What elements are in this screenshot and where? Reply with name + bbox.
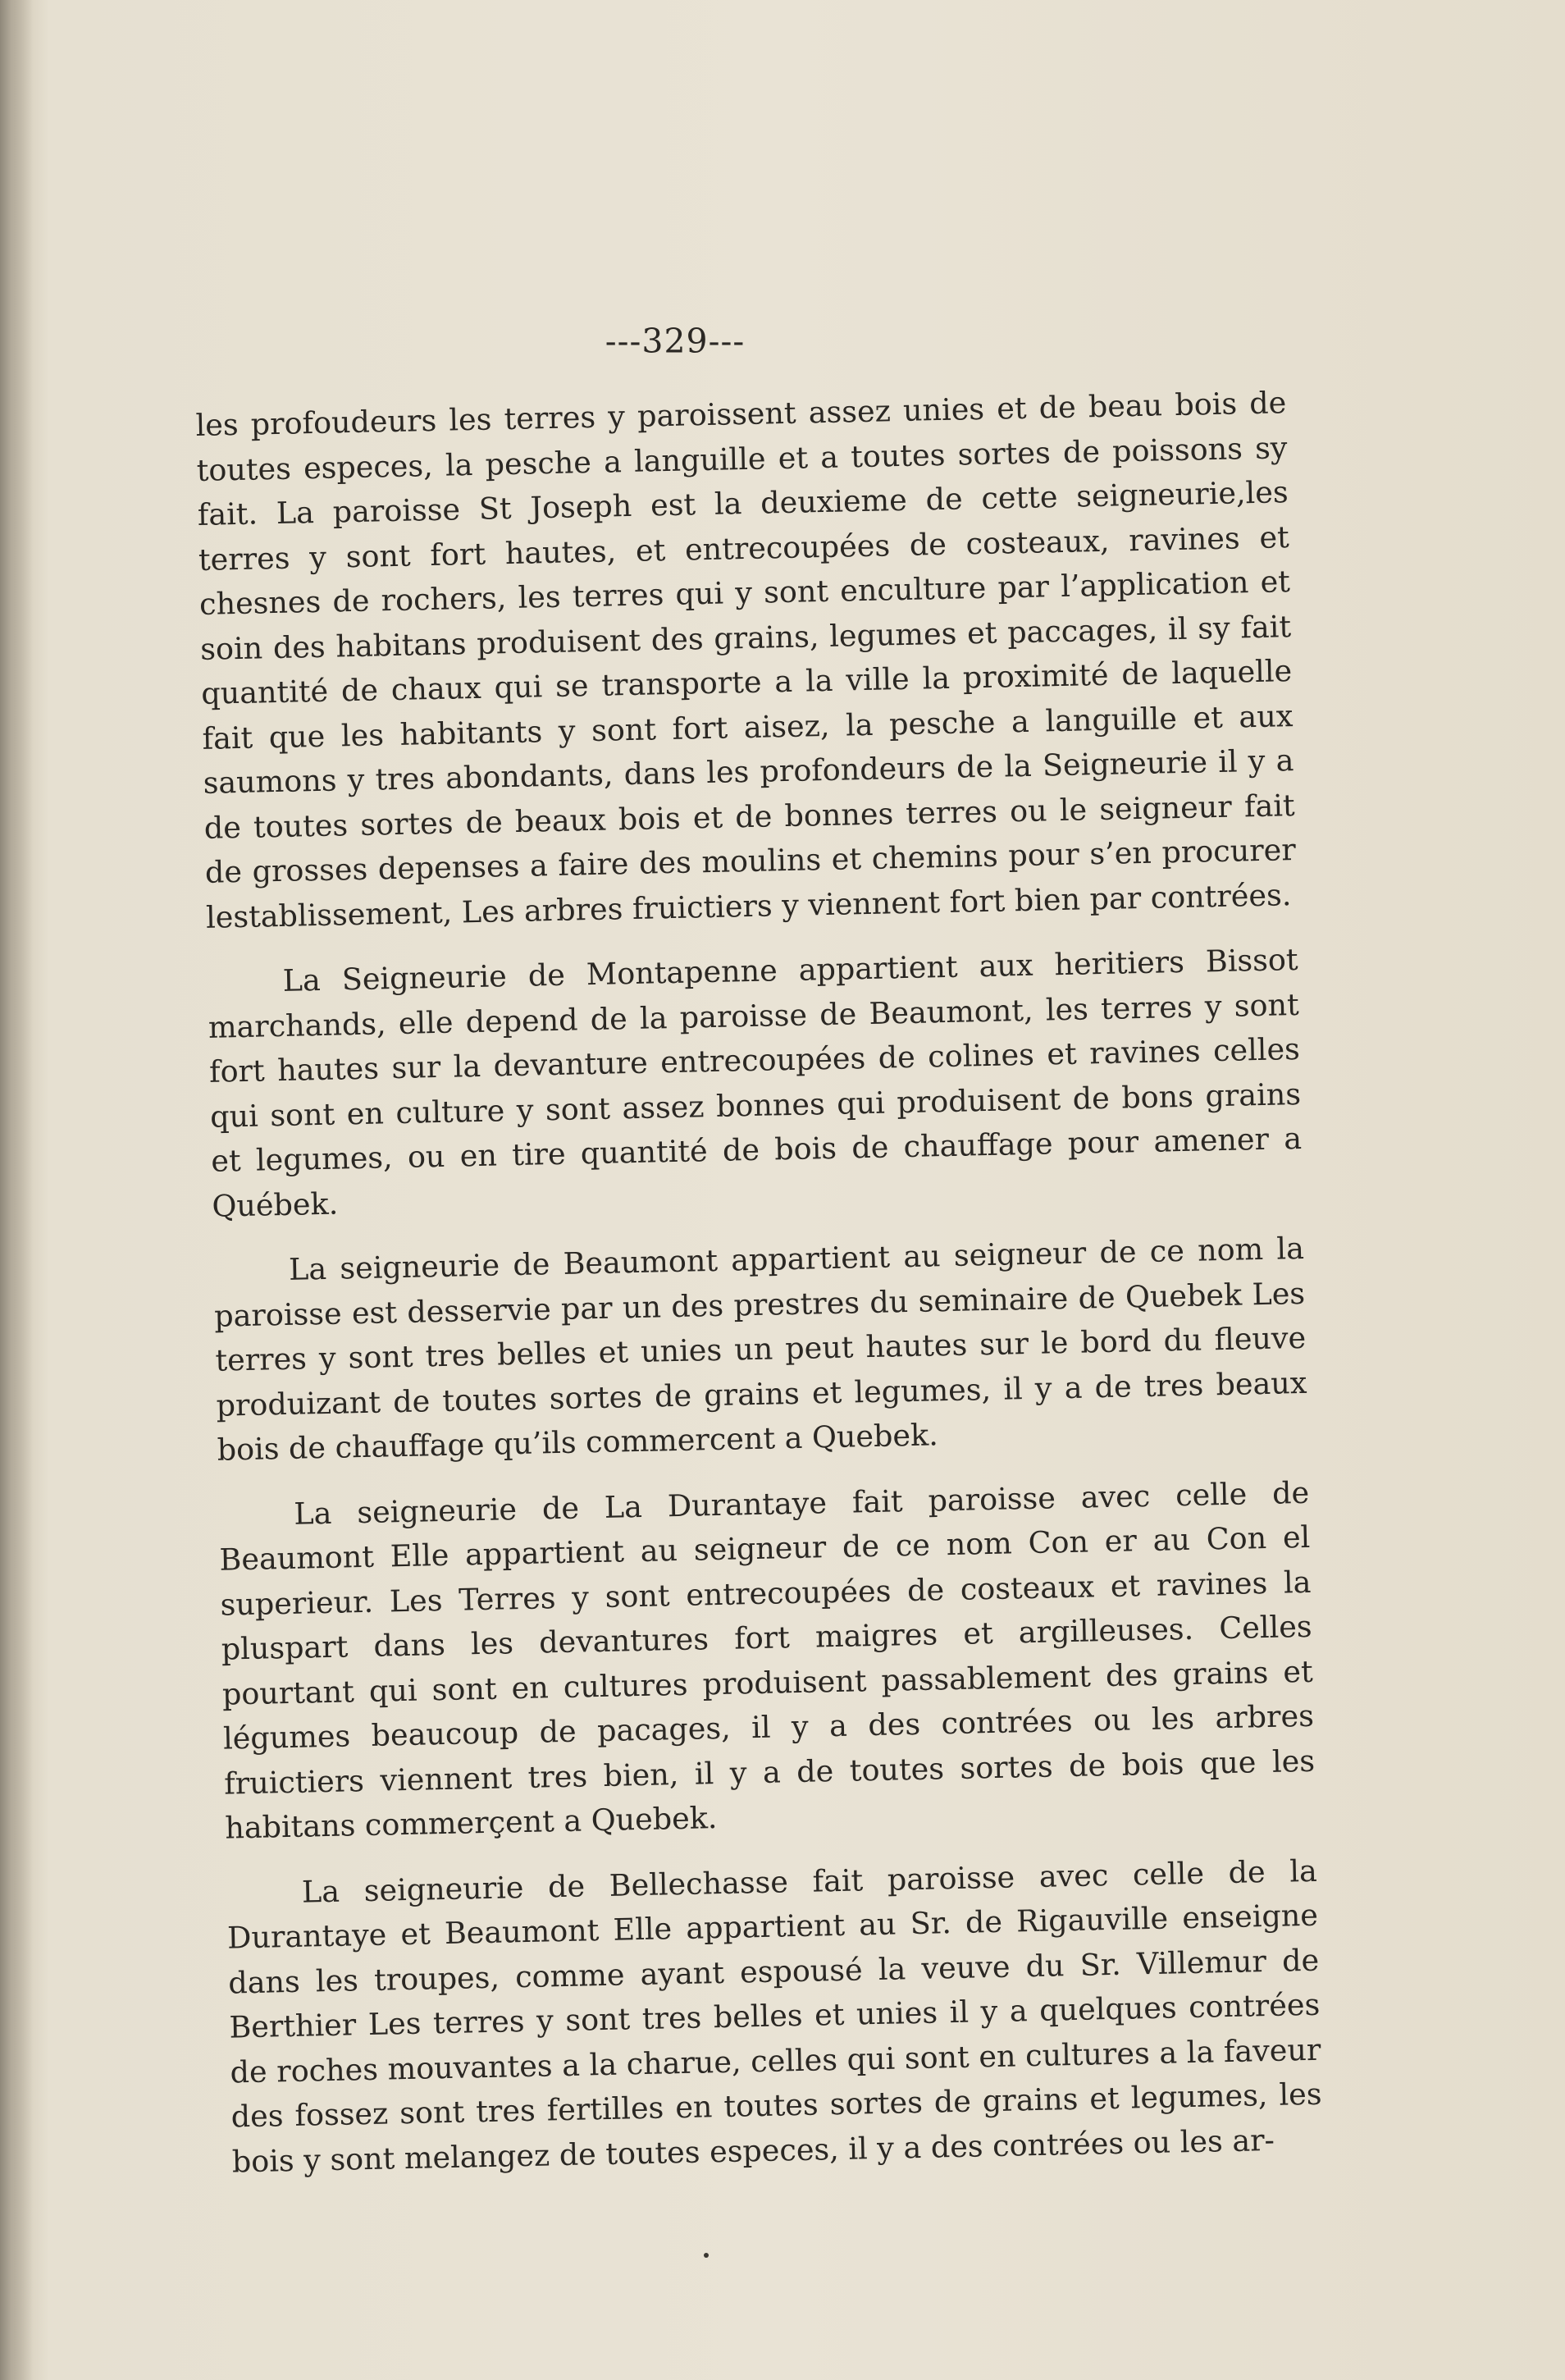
ink-speck <box>704 2253 709 2258</box>
paragraph-beaumont: La seigneurie de Beaumont appartient au seigneur de ce nom la paroisse est desservie par un des prestres du seminaire de Quebek Les terres y sont tres belles et unies un peut hautes sur le bord du fleuve produizant de toutes sortes de grains et legumes, il y a de tres beaux bois de chauffage qu’ils commercent a Quebek. <box>213 1230 1307 1468</box>
paragraph-bellechasse: La seigneurie de Bellechasse fait paroisse avec celle de la Durantaye et Beaumont Elle appartient au Sr. de Rigauville enseigne dans les troupes, comme ayant espousé la veuve du Sr. Villemur de Berthier Les terres y sont tres belles et unies il y a quelques contrées de roches mouvantes a la charue, celles qui sont en cultures a la faveur des fossez sont tres fertilles en toutes sortes de grains et legumes, les bois y sont melangez de toutes especes, il y a des contrées ou les ar- <box>226 1852 1322 2180</box>
paragraph-continuation: les profoudeurs les terres y paroissent assez unies et de beau bois de toutes especes, la pesche a languille et a toutes sortes de poissons sy fait. La paroisse St Joseph est la deuxieme de cette seigneurie,les terres y sont fort hautes, et entrecoupées de costeaux, ravines et chesnes de rochers, les terres qui y sont enculture par l’application et soin des habitans produisent des grains, legumes et paccages, il sy fait quantité de chaux qui se transporte a la ville la proximité de laquelle fait que les habitants y sont fort aisez, la pesche a languille et aux saumons y tres abondants, dans les profondeurs de la Seigneurie il y a de toutes sortes de beaux bois et de bonnes terres ou le seigneur fait de grosses depenses a faire des moulins et chemins pour s’en procurer lestablissement, Les arbres fruictiers y viennent fort bien par contrées. <box>195 385 1297 935</box>
paragraph-montapenne: La Seigneurie de Montapenne appartient aux heritiers Bissot marchands, elle depend de la paroisse de Beaumont, les terres y sont fort hautes sur la devanture entrecoupées de colines et ravines celles qui sont en culture y sont assez bonnes qui produisent de bons grains et legumes, ou en tire quantité de bois de chauffage pour amener a Québek. <box>208 941 1303 1224</box>
paragraph-la-durantaye: La seigneurie de La Durantaye fait paroisse avec celle de Beaumont Elle appartient au seigneur de ce nom Con er au Con el superieur. Les Terres y sont entrecoupées de costeaux et ravines la pluspart dans les devantures fort maigres et argilleuses. Celles pourtant qui sont en cultures produisent passablement des grains et légumes beaucoup de pacages, il y a des contrées ou les arbres fruictiers viennent tres bien, il y a de toutes sortes de bois que les habitans commerçent a Quebek. <box>219 1474 1316 1846</box>
body-text <box>195 381 1324 2204</box>
page-number: ---329--- <box>605 322 746 361</box>
